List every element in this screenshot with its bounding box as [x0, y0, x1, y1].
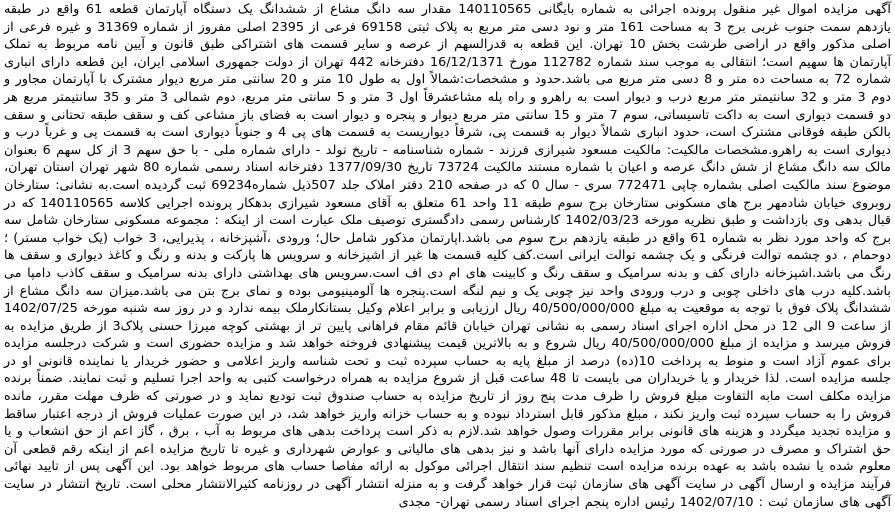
auction-notice-text: آگهی مزایده اموال غیر منقول پرونده اجرائی به شماره بایگانی 140110565 مقدار سه دانگ مشاع از ششدانگ یک دستگاه آپارتمان قطعه 61 واقع در طبقه یازدهم سمت جنوب غربی برج 3 به مساحت 161 متر و نود دسی متر مربع به پلاک ثبتی 69158 فرعی از 2395 اصلی مفروز از شماره 31369 و غیره فرعی از اصلی مذکور واقع در اراضی طرشت بخش 10 تهران. این قطعه به قدرالسهم از عرصه و سایر قسمت های اشتراکی طبق قانون و آیین نامه مربوط به تملک آپارتمان ها سهیم است؛ انتقالی به موجب سند شماره 112782 مورخ 16/12/1371 دفترخانه 442 تهران از دولت جمهوری اسلامی ایران، این قطعه دارای انباری شماره 72 به مساحت ده متر و 8 دسی متر مربع می باشد.حدود و مشخصات:شمالاً اول به طول 10 متر و 20 سانتی متر مربع دیوار مشترک با آپارتمان مجاور و دوم 3 متر و 32 سانتیمتر متر مربع درب و دیوار است به راهرو و راه پله مشاعشرقاً اول 3 متر و 5 سانتی متر مربع، دوم شمالی 3 متر و 35 سانتیمتر مربع هر دو قسمت دیواری است به داکت تاسیساتی، سوم 7 متر و 15 سانتی متر مربع دیوار و پنجره و دیوار است به فضای باز مشاعی کف و سقف طبقه تحتانی و سقف بالکن طبقه فوقانی مشترک است، حدود انباری شمالاً دیوار به قسمت پی، شرقاً دیواریست به قسمت های پی 4 و جنوباً دیواری است به قسمت پی و غرباً درب و دیواری است به راهرو.مشخصات مالکیت: مالکیت مسعود شیرازی فرزند - شماره شناسنامه - تاریخ تولد - دارای شماره ملی - با حق سهم 3 از کل سهم 6 بعنوان مالک سه دانگ مشاع از شش دانگ عرصه و اعیان با شماره مستند مالکیت 73724 تاریخ 1377/09/30 دفترخانه اسناد رسمی شماره 80 شهر تهران استان تهران، موضوع سند مالکیت اصلی بشماره چاپی 772471 سری - سال 0 که در صفحه 210 دفتر املاک جلد 507ذیل شماره69234 ثبت گردیده است.به نشانی: ستارخان روبروی خیابان شادمهر برج های مسکونی ستارخان برج سوم طبقه 11 واحد 61 متعلق به آقای مسعود شیرازی بدهکار پرونده اجرایی کلاسه 140110565 که در قبال بدهی وی بازداشت و طبق نظریه مورخه 1402/03/23 کارشناس رسمی دادگستری توصیف ملک عبارت است از اینکه : مجموعه مسکونی ستارخان شامل سه برج که واحد مورد نظر به شماره 61 واقع در طبقه یازدهم برج سوم می باشد.اپارتمان مذکور شامل حال؛ ورودی ،آشپزخانه ، پذیرایی، 3 خواب (یک خواب مستر) ؛ دوحمام ، دو چشمه توالت فرنگی و یک چشمه توالت ایرانی است.کف کلیه قسمت ها غیر از اشپزخانه و سرویس ها پارکت و بدنه و رنگ و کاغذ دیواری و سقف ها رنگ می باشد.اشپزخانه دارای کف و بدنه سرامیک و سقف رنگ و کابینت های ام دی اف است.سرویس های بهداشتی دارای بدنه سرامیک و سقف کاذب دامپا می باشد.کلیه درب های داخلی چوبی و درب ورودی واحد نیز چوبی یک و نیم لنگه است.پنجره ها آلومینیومی بوده و نمای برج بتن می باشد.میزان سه دانگ مشاع از ششدانگ پلاک فوق با توجه به موقعیت به مبلغ 40/500/000/000 ریال ارزیابی و برابر اعلام وکیل بستانکارملک بیمه ندارد و در روز سه شنبه مورخه 1402/07/25 از ساعت 9 الی 12 در محل اداره اجرای اسناد رسمی به نشانی تهران خیابان قائم مقام فراهانی پایین تر از بهشتی کوچه میرزا حسنی پلاک3 از طریق مزایده به فروش میرسد و مزایده از مبلغ 40/500/000/000 ریال شروع و به بالاترین قیمت پیشنهادی فروخته خواهد شد و مزایده حضوری است و شرکت درجلسه مزایده برای عموم آزاد است و منوط به پرداخت 10(ده) درصد از مبلغ پایه به حساب سپرده ثبت و تحت شناسه واریز اعلامی و حضور خریدار یا نماینده قانونی او در جلسه مزایده است. لذا خریدار و یا خریداران می بایست تا 48 ساعت قبل از شروع مزایده به همراه درخواست کتبی به واحد اجرا تسلیم و ثبت نمایند. ضمناً برنده مزایده مکلف است مابه التفاوت مبلغ فروش را ظرف مدت پنج روز از تاریخ مزایده به حساب صندوق ثبت تودیع نماید و در صورتی که ظرف مهلت مقرر، مانده فروش را به حساب سپرده ثبت واریز نکند ، مبلغ مذکور قابل استرداد نبوده و به حساب خزانه واریز خواهد شد، در این صورت عملیات فروش از درجه اعتبار ساقط و مزایده تجدید میگردد و هزینه های قانونی برابر مقررات وصول خواهد شد.لازم به ذکر است پرداخت بدهی های مربوط به آب ، برق ، گاز اعم از حق انشعاب و یا حق اشتراک و مصرف در صورتی که مورد مزایده دارای آنها باشد و نیز بدهی های مالیاتی و عوارض شهرداری و غیره تا تاریخ مزایده اعم از اینکه رقم قطعی آن معلوم شده یا نشده باشد به عهده برنده مزایده است تنظیم سند انتقال اجرائی موکول به ارائه مفاصا حساب های مربوط خواهد بود. این آگهی پس از تایید نهائی فرآیند مزایده و ارسال آگهی در سایت آگهی های سازمان ثبت قرار خواهد گرفت و به منزله انتشار آگهی در روزنامه کثیرالانتشار محلی است. تاریخ انتشار در سایت آگهی های سازمان ثبت : 1402/07/10 رئیس اداره پنجم اجرای اسناد رسمی تهران- مجدی: [4, 2, 892, 510]
